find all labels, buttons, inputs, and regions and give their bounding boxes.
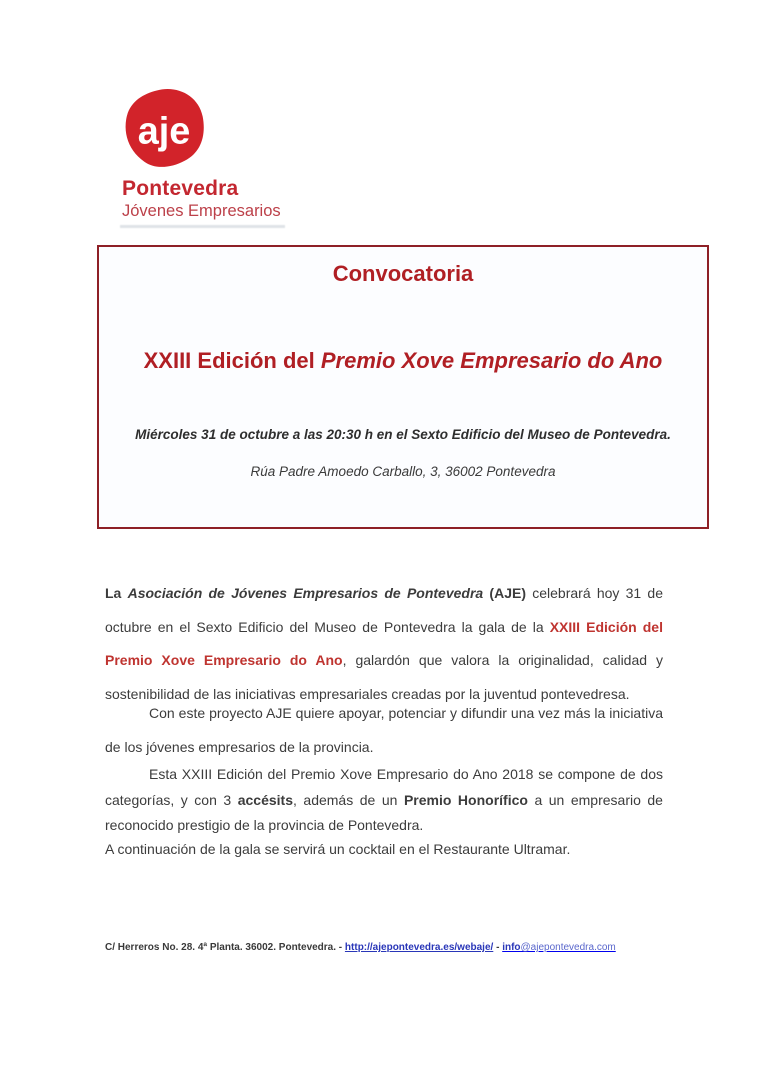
footer-email-link[interactable] <box>502 942 616 953</box>
notice-heading-italic: Premio Xove Empresario do Ano <box>320 348 663 373</box>
footer-separator: - <box>496 942 500 953</box>
event-address-line: Rúa Padre Amoedo Carballo, 3, 36002 Pontevedra <box>250 464 556 479</box>
footer-email-user: info <box>502 942 521 953</box>
notice-box <box>97 245 709 529</box>
p3-text-b: , además de un <box>293 791 404 808</box>
notice-heading <box>99 347 707 374</box>
p3-text-c: a un empresario de reconocido prestigio de la provincia de Pontevedra. <box>105 791 663 833</box>
svg-text:aje: aje <box>137 110 191 153</box>
p1-organization-name: Asociación de Jóvenes Empresarios de Pontevedra <box>127 585 484 601</box>
p1-award-highlight: XXIII Edición del Premio Xove Empresario do Ano <box>105 618 663 668</box>
scan-artifact-line <box>120 225 285 228</box>
p3-premio-honorifico: Premio Honorífico <box>403 791 528 808</box>
p1-acronym: (AJE) <box>483 585 533 601</box>
notice-title: Convocatoria <box>332 261 474 286</box>
page-footer <box>105 941 705 955</box>
p1-text-b: , galardón que valora la originalidad, calidad y sostenibilidad de las iniciativas empresariales creadas por la juventud pontevedresa. <box>105 652 663 702</box>
footer-address: C/ Herreros No. 28. 4ª Planta. 36002. Pontevedra. - <box>105 942 343 953</box>
paragraph-cocktail: A continuación de la gala se servirá un cocktail en el Restaurante Ultramar. <box>105 841 571 857</box>
paragraph-categories <box>105 762 663 839</box>
logo-name: Pontevedra <box>122 177 239 200</box>
footer-email-domain: @ajepontevedra.com <box>520 942 616 953</box>
p1-text-a: celebrará hoy 31 de octubre en el Sexto Edificio del Museo de Pontevedra la gala de la <box>105 585 664 635</box>
p3-accesits: accésits <box>237 791 293 808</box>
notice-heading-regular: XXIII Edición del <box>143 348 321 373</box>
p1-lead: La <box>105 585 128 601</box>
paragraph-intro <box>105 577 663 711</box>
aje-logo-icon <box>118 86 210 176</box>
event-datetime-line: Miércoles 31 de octubre a las 20:30 h en el Sexto Edificio del Museo de Pontevedra. <box>135 427 671 442</box>
logo-tagline: Jóvenes Empresarios <box>122 202 281 220</box>
p3-text-a: Esta XXIII Edición del Premio Xove Empresario do Ano 2018 se compone de dos categorías, y con 3 <box>105 766 663 808</box>
footer-website-link[interactable]: http://ajepontevedra.es/webaje/ <box>344 942 494 953</box>
paragraph-project: Con este proyecto AJE quiere apoyar, potenciar y difundir una vez más la iniciativa de los jóvenes empresarios de la provincia. <box>105 705 663 755</box>
